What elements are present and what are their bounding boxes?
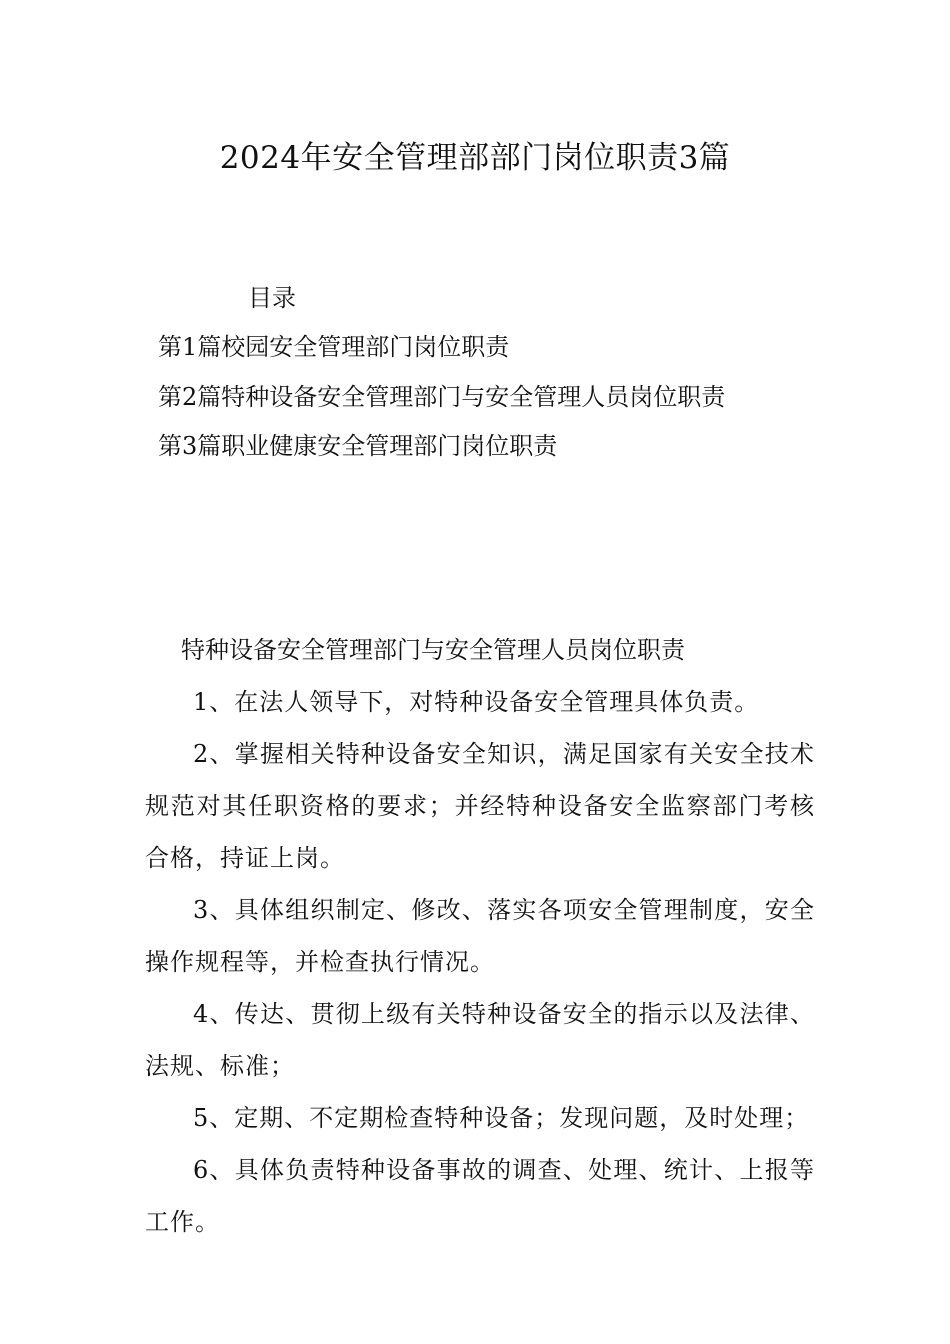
article-paragraph-2: 2、掌握相关特种设备安全知识，满足国家有关安全技术规范对其任职资格的要求；并经特种设备安全监察部门考核合格，持证上岗。 xyxy=(145,740,815,872)
document-title: 2024年安全管理部部门岗位职责3篇 xyxy=(219,140,731,176)
toc-item-1: 第1篇校园安全管理部门岗位职责 xyxy=(158,333,510,361)
article-title: 特种设备安全管理部门与安全管理人员岗位职责 xyxy=(181,636,685,664)
article-body xyxy=(145,624,815,1248)
toc-item-2: 第2篇特种设备安全管理部门与安全管理人员岗位职责 xyxy=(158,383,726,411)
toc-item-3: 第3篇职业健康安全管理部门岗位职责 xyxy=(158,432,558,460)
article-paragraph-3: 3、具体组织制定、修改、落实各项安全管理制度，安全操作规程等，并检查执行情况。 xyxy=(145,896,815,976)
article-paragraph-6: 6、具体负责特种设备事故的调查、处理、统计、上报等工作。 xyxy=(145,1156,815,1236)
article-paragraph-1: 1、在法人领导下，对特种设备安全管理具体负责。 xyxy=(193,688,760,716)
article-paragraph-4: 4、传达、贯彻上级有关特种设备安全的指示以及法律、法规、标准； xyxy=(145,1000,815,1080)
toc-heading: 目录 xyxy=(248,284,296,312)
article-paragraph-5: 5、定期、不定期检查特种设备；发现问题，及时处理； xyxy=(193,1104,810,1132)
